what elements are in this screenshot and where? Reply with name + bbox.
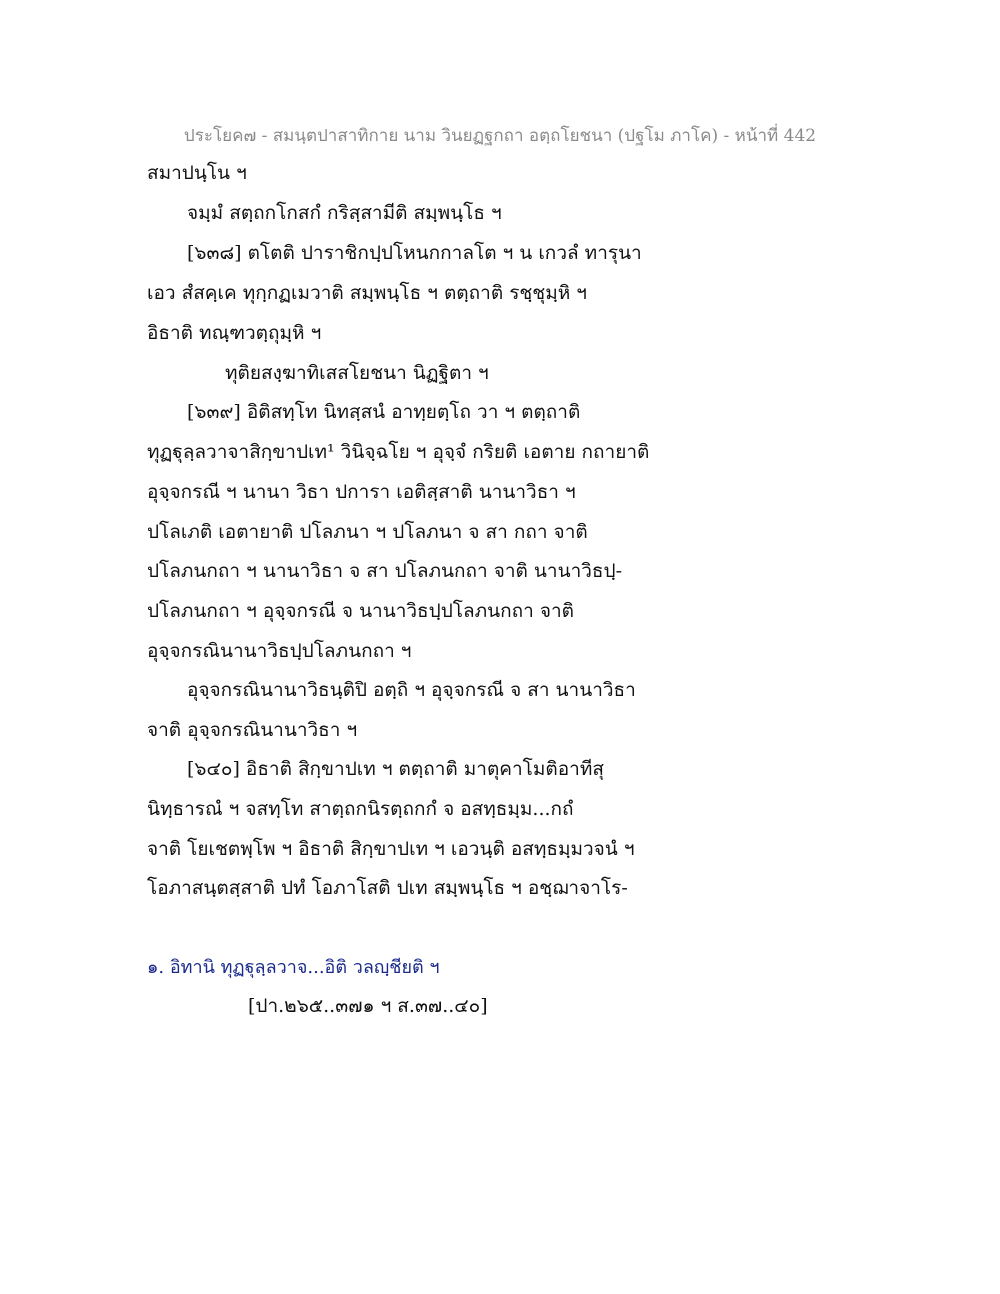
body-line-5: อิธาติ ทณฺฑวตฺถุมฺหิ ฯ xyxy=(147,322,322,344)
body-line-14: อุจฺจกรณินานาวิธนฺติปิ อตฺถิ ฯ อุจฺจกรณี จ สา นานาวิธา xyxy=(187,679,636,701)
body-line-19: โอภาสนฺตสฺสาติ ปทํ โอภาโสติ ปเท สมฺพนฺโธ ฯ อชฺฌาจาโร- xyxy=(147,877,628,899)
body-line-8: ทุฏฐุลฺลวาจาสิกฺขาปเท¹ วินิจฺฉโย ฯ อุจฺจํ กริยติ เอตาย กถายาติ xyxy=(147,441,650,463)
body-line-11: ปโลภนกถา ฯ นานาวิธา จ สา ปโลภนกถา จาติ นานาวิธปฺ- xyxy=(147,560,622,582)
source-reference: [ปา.๒๖๕..๓๗๑ ฯ ส.๓๗..๔๐] xyxy=(248,995,488,1017)
body-line-13: อุจฺจกรณินานาวิธปฺปโลภนกถา ฯ xyxy=(147,640,412,662)
body-line-2: จมฺมํ สตฺถกโกสกํ กริสฺสามีติ สมฺพนฺโธ ฯ xyxy=(187,202,502,224)
body-line-15: จาติ อุจฺจกรณินานาวิธา ฯ xyxy=(147,719,358,741)
body-line-3: [๖๓๘] ตโตติ ปาราชิกปฺปโหนกกาลโต ฯ น เกวลํ ทารุนา xyxy=(187,242,642,264)
body-line-10: ปโลเภติ เอตายาติ ปโลภนา ฯ ปโลภนา จ สา กถา จาติ xyxy=(147,521,588,543)
body-line-12: ปโลภนกถา ฯ อุจฺจกรณี จ นานาวิธปฺปโลภนกถา จาติ xyxy=(147,600,574,622)
running-header: ประโยค๗ - สมนฺตปาสาทิกาย นาม วินยฏฐกถา อตฺถโยชนา (ปฐโม ภาโค) - หน้าที่ 442 xyxy=(183,126,817,146)
section-end-heading: ทุติยสงฺฆาทิเสสโยชนา นิฏฐิตา ฯ xyxy=(225,362,489,384)
body-line-17: นิทฺธารณํ ฯ จสทฺโท สาตฺถกนิรตฺถกกํ จ อสทฺธมฺม...กถํ xyxy=(147,798,574,820)
body-line-9: อุจฺจกรณี ฯ นานา วิธา ปการา เอติสฺสาติ นานาวิธา ฯ xyxy=(147,481,576,503)
body-line-16: [๖๔๐] อิธาติ สิกฺขาปเท ฯ ตตฺถาติ มาตุคาโมติอาทีสุ xyxy=(187,758,604,780)
body-line-1: สมาปนฺโน ฯ xyxy=(147,162,247,184)
body-line-18: จาติ โยเชตพฺโพ ฯ อิธาติ สิกฺขาปเท ฯ เอวนฺติ อสทฺธมฺมวจนํ ฯ xyxy=(147,838,635,860)
footnote-1: ๑. อิทานิ ทุฏฐุลฺลวาจ...อิติ วลญฺชียติ ฯ xyxy=(147,957,440,978)
body-line-4: เอว สํสคฺเค ทุกฺกฏเมวาติ สมฺพนฺโธ ฯ ตตฺถาติ รชฺชุมฺหิ ฯ xyxy=(147,282,587,304)
body-line-7: [๖๓๙] อิติสทฺโท นิทสฺสนํ อาทฺยตฺโถ วา ฯ ตตฺถาติ xyxy=(187,401,581,423)
